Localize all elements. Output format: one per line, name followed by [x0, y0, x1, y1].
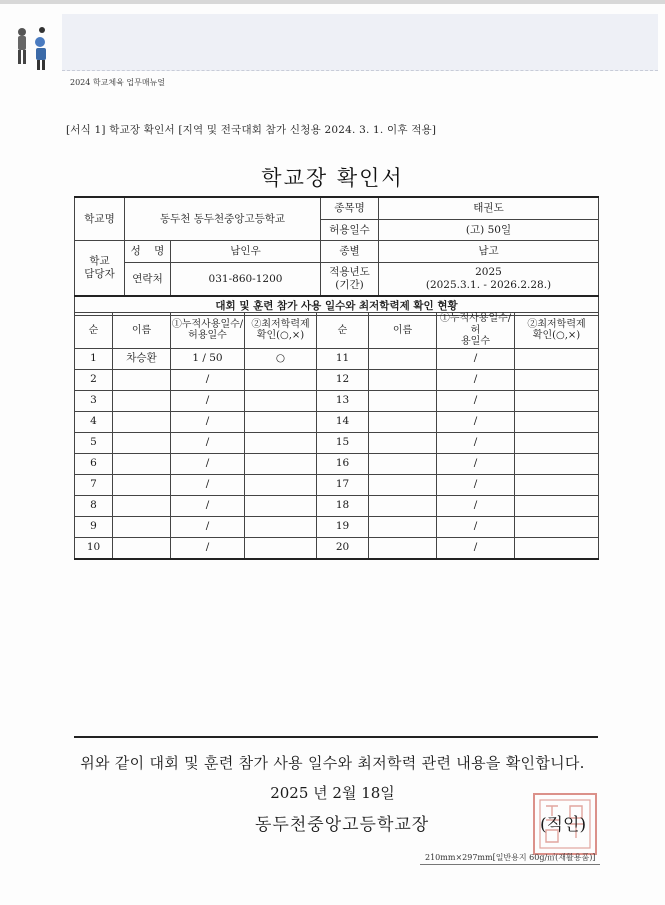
row-name [113, 411, 171, 432]
name-label: 성 명 [125, 241, 171, 263]
paper-spec-note: 210mm×297mm[일반용지 60g/㎡(재활용품)] [425, 853, 596, 862]
staff-label: 학교 담당자 [75, 241, 125, 297]
row-check2 [515, 453, 599, 474]
gender-value: 남고 [379, 241, 599, 263]
row-name2 [369, 432, 437, 453]
info-table [74, 196, 599, 316]
row-check [245, 453, 317, 474]
row-days2: / [437, 411, 515, 432]
row-days2: / [437, 495, 515, 516]
table-row [75, 348, 599, 369]
row-check2 [515, 432, 599, 453]
row-days2: / [437, 432, 515, 453]
row-name2 [369, 390, 437, 411]
header-check: ②최저학력제 확인(○,×) [245, 313, 317, 349]
row-check [245, 369, 317, 390]
row-check2 [515, 537, 599, 559]
table-row [75, 453, 599, 474]
manual-tag: 2024 학교체육 업무매뉴얼 [70, 78, 165, 87]
name-value: 남인우 [171, 241, 321, 263]
row-days2: / [437, 453, 515, 474]
row-name2 [369, 537, 437, 559]
table-row [75, 474, 599, 495]
school-value: 동두천 동두천중앙고등학교 [125, 197, 321, 241]
row-no2: 19 [317, 516, 369, 537]
sport-label [321, 197, 379, 241]
row-no: 8 [75, 495, 113, 516]
row-no2: 12 [317, 369, 369, 390]
row-days: / [171, 516, 245, 537]
header-days: ①누적사용일수/ 허용일수 [171, 313, 245, 349]
row-name2 [369, 411, 437, 432]
row-no: 2 [75, 369, 113, 390]
row-no2: 13 [317, 390, 369, 411]
school-label: 학교명 [75, 197, 125, 241]
row-days: / [171, 495, 245, 516]
row-days2: / [437, 516, 515, 537]
row-no: 10 [75, 537, 113, 559]
row-days2: / [437, 537, 515, 559]
row-check [245, 432, 317, 453]
table-row [75, 495, 599, 516]
principal-name: 동두천중앙고등학교장 [255, 815, 430, 835]
section-title: 대회 및 훈련 참가 사용 일수와 최저학력제 확인 현황 [75, 296, 599, 316]
contact-value: 031-860-1200 [171, 263, 321, 297]
table-row [75, 516, 599, 537]
header-check2: ②최저학력제 확인(○,×) [515, 313, 599, 349]
row-check2 [515, 516, 599, 537]
confirm-divider [74, 736, 598, 738]
seal-label: (직인) [540, 815, 587, 835]
table-row [75, 537, 599, 559]
row-check2 [515, 411, 599, 432]
year-label: 적용년도 (기간) [321, 263, 379, 297]
row-days: / [171, 411, 245, 432]
row-check [245, 474, 317, 495]
scan-edge [0, 0, 665, 4]
row-check [245, 390, 317, 411]
gender-label: 종별 [321, 241, 379, 263]
row-name2 [369, 474, 437, 495]
row-name2 [369, 348, 437, 369]
header-band [62, 14, 658, 71]
allowed-days-label: 허용일수 [329, 224, 370, 236]
row-days: / [171, 432, 245, 453]
header-name: 이름 [113, 313, 171, 349]
row-no: 1 [75, 348, 113, 369]
allowed-days-value: (고) 50일 [465, 224, 512, 236]
sport-label-text: 종목명 [321, 198, 378, 220]
contact-label: 연락처 [125, 263, 171, 297]
row-no: 3 [75, 390, 113, 411]
mascot-illustration [12, 22, 58, 74]
row-no: 6 [75, 453, 113, 474]
header-no: 순 [75, 313, 113, 349]
row-days2: / [437, 369, 515, 390]
row-name [113, 453, 171, 474]
year-value: 2025 [475, 266, 502, 279]
row-check2 [515, 348, 599, 369]
row-no: 4 [75, 411, 113, 432]
header-name2: 이름 [369, 313, 437, 349]
row-check [245, 411, 317, 432]
row-name [113, 516, 171, 537]
row-no: 9 [75, 516, 113, 537]
row-name [113, 537, 171, 559]
row-name2 [369, 495, 437, 516]
row-check: ○ [245, 348, 317, 369]
row-no2: 11 [317, 348, 369, 369]
row-check [245, 495, 317, 516]
row-check [245, 516, 317, 537]
row-no2: 14 [317, 411, 369, 432]
row-days2: / [437, 348, 515, 369]
row-name [113, 432, 171, 453]
row-check2 [515, 390, 599, 411]
row-no: 5 [75, 432, 113, 453]
row-days: / [171, 390, 245, 411]
table-row [75, 390, 599, 411]
row-days: / [171, 369, 245, 390]
row-name [113, 495, 171, 516]
table-row [75, 432, 599, 453]
year-value-cell [379, 263, 599, 297]
sport-value [379, 197, 599, 241]
footer-divider [420, 864, 600, 865]
sport-value-text: 태권도 [379, 198, 598, 220]
table-row [75, 411, 599, 432]
row-no2: 16 [317, 453, 369, 474]
row-days2: / [437, 474, 515, 495]
form-tag: [서식 1] 학교장 확인서 [지역 및 전국대회 참가 신청용 2024. 3. 1. 이후 적용] [66, 124, 437, 136]
row-no2: 18 [317, 495, 369, 516]
row-check2 [515, 474, 599, 495]
row-name2 [369, 369, 437, 390]
status-table [74, 312, 599, 560]
row-no: 7 [75, 474, 113, 495]
confirmation-date: 2025 년 2월 18일 [270, 784, 395, 802]
row-name2 [369, 453, 437, 474]
row-days2: / [437, 390, 515, 411]
document-title: 학교장 확인서 [261, 166, 404, 190]
confirmation-statement: 위와 같이 대회 및 훈련 참가 사용 일수와 최저학력 관련 내용을 확인합니다. [80, 754, 585, 772]
table-row [75, 369, 599, 390]
row-name [113, 474, 171, 495]
row-days: 1 / 50 [171, 348, 245, 369]
row-check2 [515, 369, 599, 390]
year-period: (2025.3.1. - 2026.2.28.) [425, 279, 552, 291]
table-header-row [75, 313, 599, 349]
header-days2: ①누적사용일수/허 용일수 [437, 313, 515, 349]
row-name: 차승환 [113, 348, 171, 369]
row-check [245, 537, 317, 559]
row-days: / [171, 453, 245, 474]
row-days: / [171, 537, 245, 559]
row-no2: 20 [317, 537, 369, 559]
row-check2 [515, 495, 599, 516]
row-name [113, 390, 171, 411]
row-name [113, 369, 171, 390]
row-days: / [171, 474, 245, 495]
row-no2: 15 [317, 432, 369, 453]
row-no2: 17 [317, 474, 369, 495]
row-name2 [369, 516, 437, 537]
header-no2: 순 [317, 313, 369, 349]
